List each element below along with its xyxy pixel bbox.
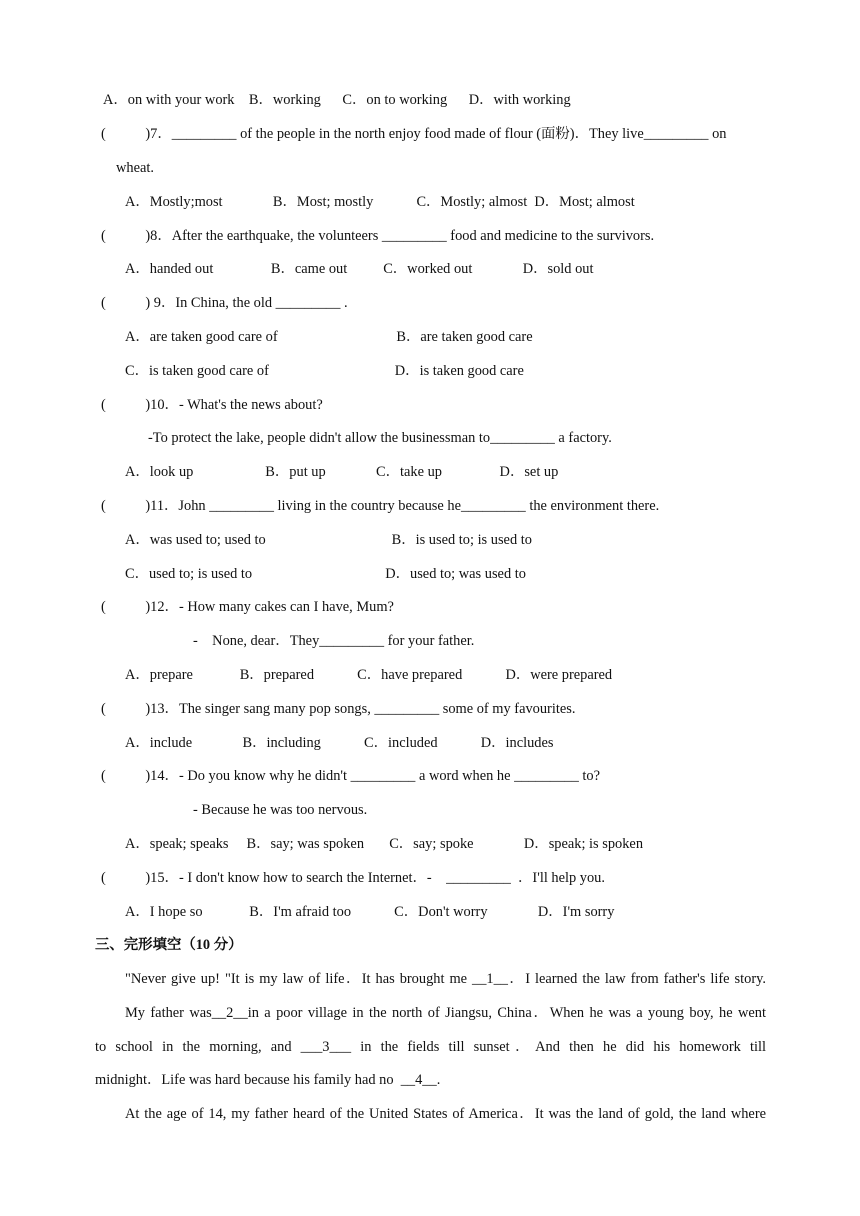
question-12-reply: - None, dear．They_________ for your father. (193, 633, 475, 649)
q12-options: A．prepare B．prepared C．have prepared D．were prepared (125, 667, 613, 683)
question-10-reply: -To protect the lake, people didn't allow the businessman to_________ a factory. (148, 430, 612, 446)
question-15: ( )15．- I don't know how to search the Internet．- _________ ．I'll help you. (101, 870, 605, 886)
q8-options: A．handed out B．came out C．worked out D．sold out (125, 261, 594, 277)
question-12: ( )12．- How many cakes can I have, Mum? (101, 599, 394, 615)
question-7-continued: wheat. (116, 160, 154, 176)
q13-options: A．include B．including C．included D．includes (125, 735, 554, 751)
q15-options: A．I hope so B．I'm afraid too C．Don't worry D．I'm sorry (125, 904, 615, 920)
q7-options: A．Mostly;most B．Most; mostly C．Mostly; almost D．Most; almost (125, 194, 635, 210)
question-11: ( )11．John _________ living in the country because he_________ the environment there. (101, 498, 660, 514)
cloze-paragraph-2: My father was__2__in a poor village in the north of Jiangsu, China．When he was a young boy, he went (125, 1005, 766, 1021)
cloze-paragraph-2-line-3: midnight．Life was hard because his family had no __4__. (95, 1072, 441, 1088)
q11-options-ab: A．was used to; used to B．is used to; is used to (125, 532, 532, 548)
q6-options: A．on with your work B．working C．on to working D．with working (103, 92, 571, 108)
q10-options: A．look up B．put up C．take up D．set up (125, 464, 559, 480)
question-8: ( )8．After the earthquake, the volunteers _________ food and medicine to the survivors. (101, 228, 655, 244)
question-13: ( )13．The singer sang many pop songs, _________ some of my favourites. (101, 701, 576, 717)
question-10: ( )10．- What's the news about? (101, 397, 323, 413)
question-7: ( )7．_________ of the people in the north enjoy food made of flour (面粉)．They live_________ on (101, 126, 727, 142)
q11-options-cd: C．used to; is used to D．used to; was used to (125, 566, 526, 582)
q9-options-ab: A．are taken good care of B．are taken good care (125, 329, 533, 345)
q9-options-cd: C．is taken good care of D．is taken good care (125, 363, 524, 379)
question-14-reply: - Because he was too nervous. (193, 802, 368, 818)
section-heading-cloze: 三、完形填空（10 分） (95, 937, 243, 953)
cloze-paragraph-3: At the age of 14, my father heard of the United States of America．It was the land of gold, the land where (125, 1106, 766, 1122)
q14-options: A．speak; speaks B．say; was spoken C．say; spoke D．speak; is spoken (125, 836, 644, 852)
question-9: ( ) 9．In China, the old _________ . (101, 295, 348, 311)
cloze-paragraph-2-line-2: to school in the morning, and ___3___ in the fields till sunset．And then he did his homework till (95, 1039, 766, 1055)
question-14: ( )14．- Do you know why he didn't _________ a word when he _________ to? (101, 768, 601, 784)
cloze-paragraph-1: "Never give up! "It is my law of life．It has brought me __1__．I learned the law from father's life story. (125, 971, 766, 987)
